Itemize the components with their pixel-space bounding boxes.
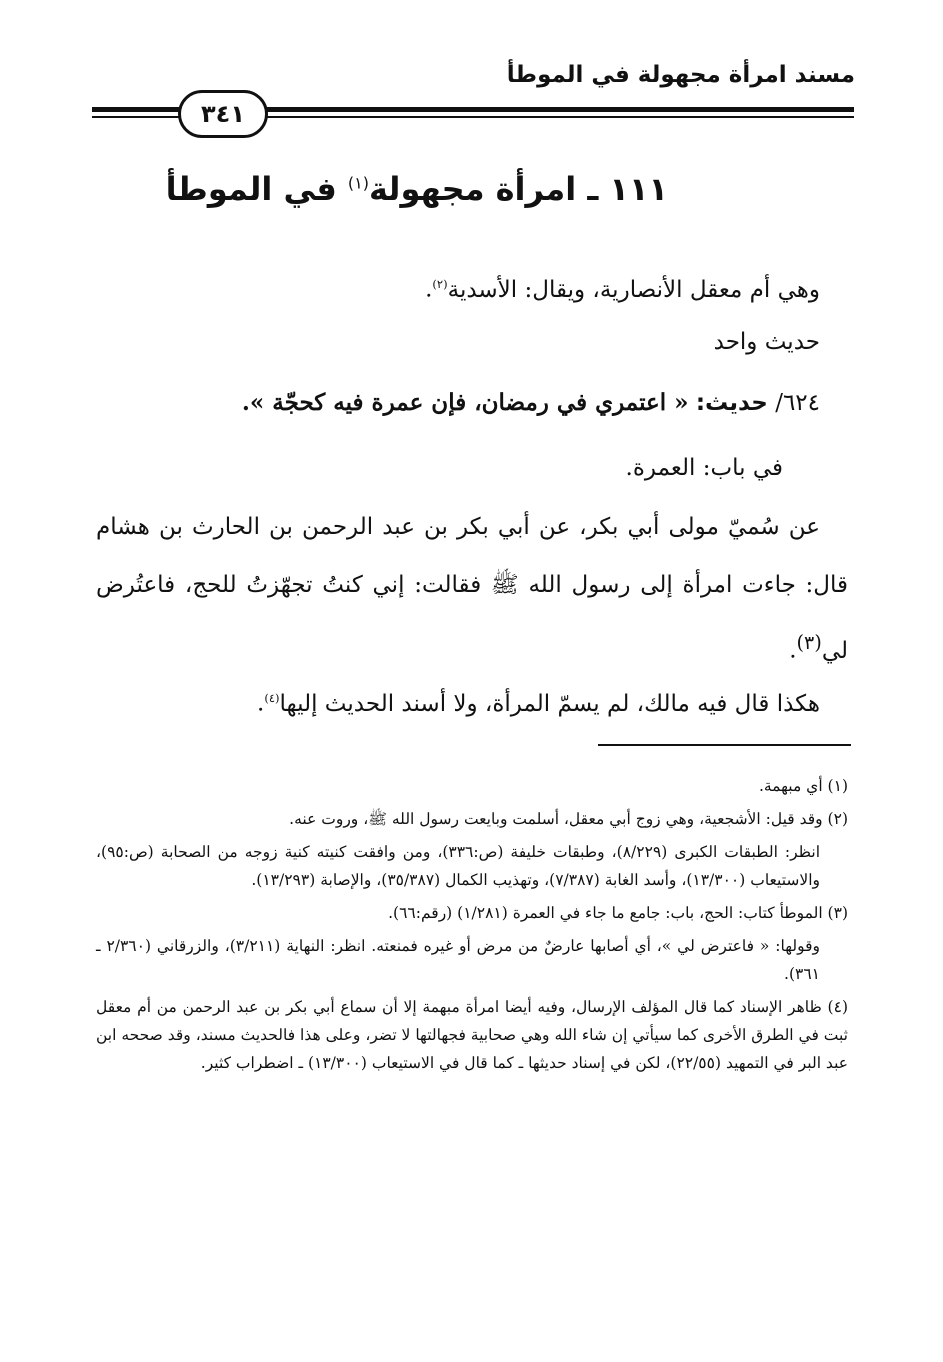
hadith-chapter-ref: في باب: العمرة. <box>625 455 783 481</box>
hadith-text: « اعتمري في رمضان، فإن عمرة فيه كحجّة ». <box>241 389 689 416</box>
footnote-ref-1: (١) <box>347 173 370 193</box>
intro-line-1: وهي أم معقل الأنصارية، ويقال: الأسدية$^{(٢)}$. <box>425 276 820 303</box>
footnote-separator <box>598 744 851 746</box>
running-title: مسند امرأة مجهولة في الموطأ <box>506 62 855 88</box>
footnote-4: (٤) ظاهر الإسناد كما قال المؤلف الإرسال، وفيه أيضا امرأة مبهمة إلا أن سماع أبي بكر بن عبد الرحمن من أم معقل ثبت في الطرق الأخرى كما سيأتي إن شاء الله وهي صحابية فجهالتها لا تضر، وعلى هذا فالحديث مسند، وقد صححه ابن عبد البر في التمهيد (٢٢/٥٥)، لكن في إسناد حديثها ـ كما قال في الاستيعاب (١٣/٣٠٠) ـ اضطراب كثير. <box>96 998 848 1072</box>
hadith-number: ٦٢٤/ <box>775 390 820 416</box>
intro-line-2: حديث واحد <box>713 329 820 355</box>
footnotes <box>96 772 848 1082</box>
commentary-line: هكذا قال فيه مالك، لم يسمّ المرأة، ولا أسند الحديث إليها$^{(٤)}$. <box>257 690 820 717</box>
chapter-heading <box>166 170 668 208</box>
footnote-ref-2: (٢) <box>432 277 448 291</box>
hadith-label: حديث: <box>695 390 768 416</box>
page-number-badge <box>178 90 268 138</box>
narration-paragraph: عن سُميّ مولى أبي بكر، عن أبي بكر بن عبد الرحمن بن الحارث بن هشام قال: جاءت امرأة إلى رسول الله ﷺ فقالت: إني كنتُ تجهّزتُ للحج، فاعتُرض لي$^{(٣)}$. <box>96 514 848 664</box>
footnote-2-continuation: انظر: الطبقات الكبرى (٨/٢٢٩)، وطبقات خليفة (ص:٣٣٦)، ومن وافقت كنيته كنية زوجه من الصحابة (ص:٩٥)، والاستيعاب (١٣/٣٠٠)، وأسد الغابة (٧/٣٨٧)، وتهذيب الكمال (٣٥/٣٨٧)، والإصابة (١٣/٢٩٣). <box>96 843 821 889</box>
footnote-2: (٢) وقد قيل: الأشجعية، وهي زوج أبي معقل، أسلمت وبايعت رسول الله ﷺ، وروت عنه. <box>289 810 848 828</box>
chapter-heading-tail: في الموطأ <box>165 170 337 208</box>
footnote-ref-3: (٣) <box>796 631 822 654</box>
footnote-1: (١) أي مبهمة. <box>758 777 848 795</box>
chapter-heading-text: ١١١ ـ امرأة مجهولة <box>369 170 668 208</box>
page-number: ٣٤١ <box>201 100 245 128</box>
hadith-line <box>88 383 848 423</box>
footnote-3-continuation: وقولها: « فاعترض لي »، أي أصابها عارضٌ من مرض أو غيره فمنعته. انظر: النهاية (٣/٢١١)، والزرقاني (٢/٣٦٠ ـ ٣٦١). <box>96 937 821 983</box>
footnote-ref-4: (٤) <box>264 691 280 705</box>
footnote-3: (٣) الموطأ كتاب: الحج، باب: جامع ما جاء في العمرة (١/٢٨١) (رقم:٦٦). <box>388 904 848 922</box>
